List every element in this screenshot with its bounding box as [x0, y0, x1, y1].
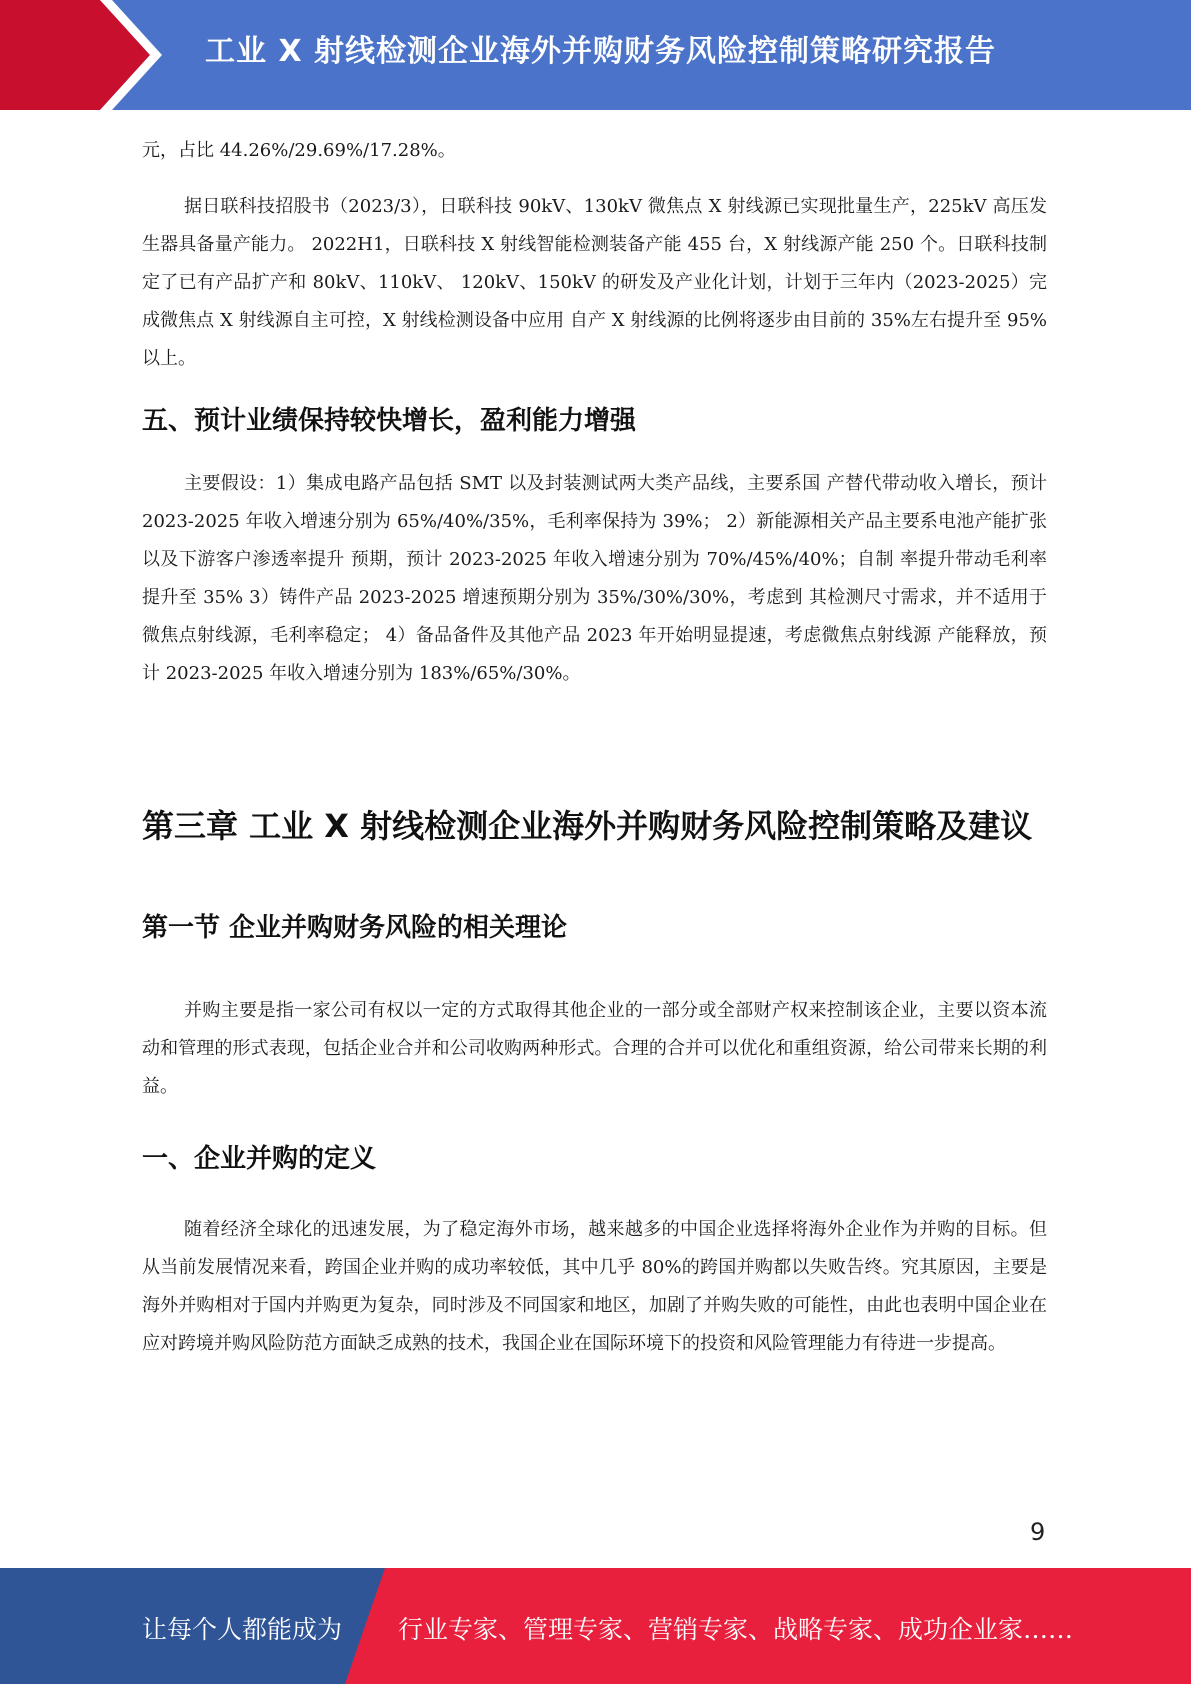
chapter-heading: 第三章 工业 X 射线检测企业海外并购财务风险控制策略及建议 — [142, 807, 1033, 845]
node-heading: 第一节 企业并购财务风险的相关理论 — [142, 913, 568, 943]
paragraph-rilian-capacity: 据日联科技招股书（2023/3），日联科技 90kV、130kV 微焦点 X 射线源已实现批量生产，225kV 高压发生器具备量产能力。 2022H1，日联科技 X 射线智能检测装备产能 455 台，X 射线源产能 250 个。日联科技制定了已有产品扩产和 80kV、110kV、 120kV、150kV 的研发及产业化计划，计划于三年内（2023-2025）完成微焦点 X 射线源自主可控，X 射线检测设备中应用 自产 X 射线源的比例将逐步由目前的 35%左右提升至 95%以上。 — [142, 196, 1047, 369]
page-number: 9 — [1030, 1518, 1046, 1546]
footer-slogan-right: 行业专家、管理专家、营销专家、战略专家、成功企业家…… — [398, 1615, 1074, 1644]
page-footer-banner — [0, 1568, 1191, 1684]
paragraph-ma-intro: 并购主要是指一家公司有权以一定的方式取得其他企业的一部分或全部财产权来控制该企业，主要以资本流动和管理的形式表现，包括企业合并和公司收购两种形式。合理的合并可以优化和重组资源，给公司带来长期的利益。 — [142, 1000, 1047, 1097]
document-body — [142, 132, 1047, 1363]
page-header-banner — [0, 0, 1191, 110]
section-heading-five: 五、预计业绩保持较快增长，盈利能力增强 — [142, 406, 637, 436]
section-heading-one: 一、企业并购的定义 — [142, 1144, 377, 1174]
footer-slogan-left: 让每个人都能成为 — [142, 1615, 343, 1644]
paragraph-continuation: 元，占比 44.26%/29.69%/17.28%。 — [142, 140, 456, 161]
report-title: 工业 X 射线检测企业海外并购财务风险控制策略研究报告 — [205, 34, 997, 69]
paragraph-assumptions: 主要假设：1）集成电路产品包括 SMT 以及封装测试两大类产品线，主要系国 产替代带动收入增长，预计 2023-2025 年收入增速分别为 65%/40%/35%，毛利率保持为 39%； 2）新能源相关产品主要系电池产能扩张以及下游客户渗透率提升 预期，预计 2023-2025 年收入增速分别为 70%/45%/40%；自制 率提升带动毛利率提升至 35% 3）铸件产品 2023-2025 增速预期分别为 35%/30%/30%，考虑到 其检测尺寸需求，并不适用于微焦点射线源，毛利率稳定； 4）备品备件及其他产品 2023 年开始明显提速，考虑微焦点射线源 产能释放，预计 2023-2025 年收入增速分别为 183%/65%/30%。 — [142, 473, 1047, 684]
paragraph-globalization: 随着经济全球化的迅速发展，为了稳定海外市场，越来越多的中国企业选择将海外企业作为并购的目标。但从当前发展情况来看，跨国企业并购的成功率较低，其中几乎 80%的跨国并购都以失败告终。究其原因，主要是海外并购相对于国内并购更为复杂，同时涉及不同国家和地区，加剧了并购失败的可能性，由此也表明中国企业在应对跨境并购风险防范方面缺乏成熟的技术，我国企业在国际环境下的投资和风险管理能力有待进一步提高。 — [142, 1219, 1047, 1354]
